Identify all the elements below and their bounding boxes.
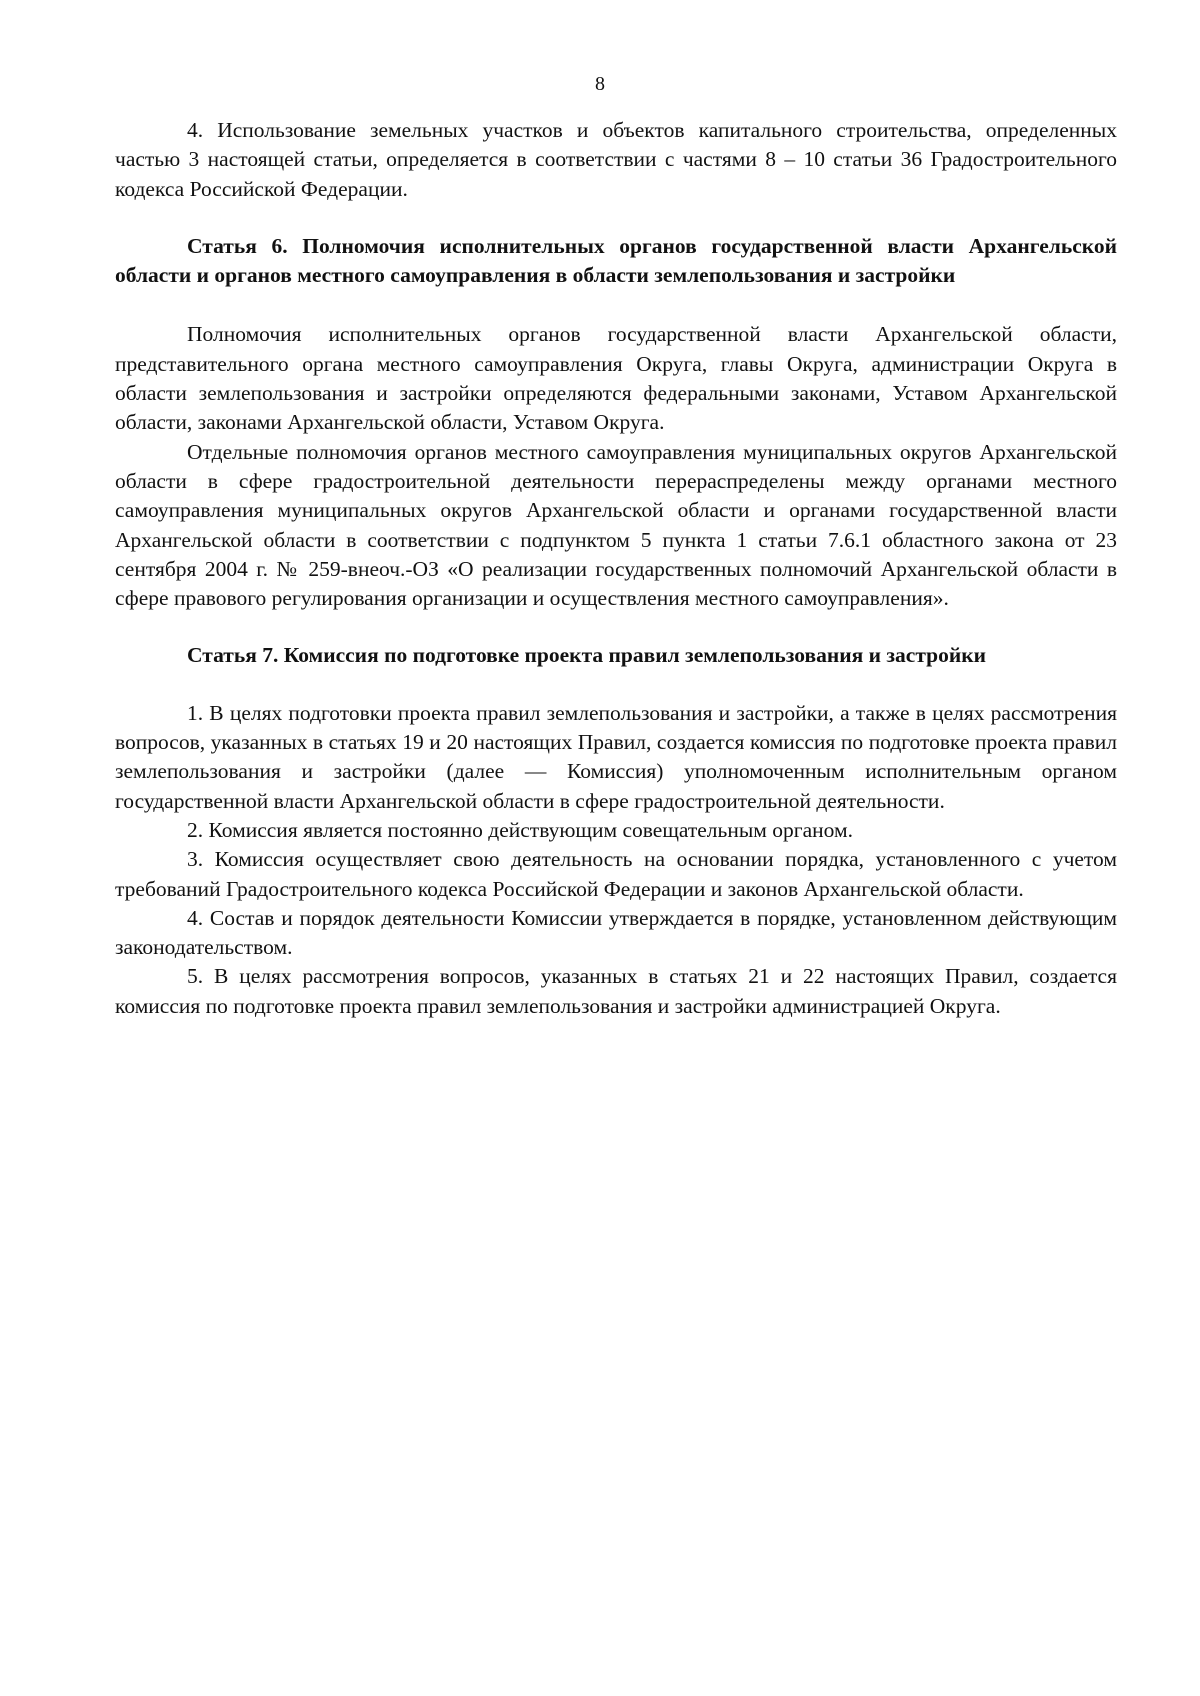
article-7-paragraph-2: 2. Комиссия является постоянно действующим совещательным органом. <box>187 817 853 842</box>
article-7-paragraph-1: 1. В целях подготовки проекта правил землепользования и застройки, а также в целях рассмотрения вопросов, указанных в статьях 19 и 20 настоящих Правил, создается комиссия по подготовке проекта правил землепользования и застройки (далее — Комиссия) уполномоченным исполнительным органом государственной власти Архангельской области в сфере градостроительной деятельности. <box>115 700 1117 813</box>
article-7-heading: Статья 7. Комиссия по подготовке проекта правил землепользования и застройки <box>187 643 987 668</box>
paragraph-usage-of-land: 4. Использование земельных участков и объектов капитального строительства, определенных частью 3 настоящей статьи, определяется в соответствии с частями 8 – 10 статьи 36 Градостроительного кодекса Российской Федерации. <box>115 118 1117 201</box>
article-6-paragraph-1: Полномочия исполнительных органов государственной власти Архангельской области, представительного органа местного самоуправления Округа, главы Округа, администрации Округа в области землепользования и застройки определяются федеральными законами, Уставом Архангельской области, законами Архангельской области, Уставом Округа. <box>115 322 1117 435</box>
article-7-paragraph-5: 5. В целях рассмотрения вопросов, указанных в статьях 21 и 22 настоящих Правил, создается комиссия по подготовке проекта правил землепользования и застройки администрацией Округа. <box>115 964 1117 1018</box>
article-6-paragraph-2: Отдельные полномочия органов местного самоуправления муниципальных округов Архангельской области в сфере градостроительной деятельности перераспределены между органами местного самоуправления муниципальных округов Архангельской области и органами государственной власти Архангельской области в соответствии с подпунктом 5 пункта 1 статьи 7.6.1 областного закона от 23 сентября 2004 г. № 259-внеоч.-ОЗ «О реализации государственных полномочий Архангельской области в сфере правового регулирования организации и осуществления местного самоуправления». <box>115 439 1117 611</box>
document-body <box>115 116 1117 1021</box>
article-7-paragraph-4: 4. Состав и порядок деятельности Комиссии утверждается в порядке, установленном действующим законодательством. <box>115 905 1117 960</box>
article-7-paragraph-3: 3. Комиссия осуществляет свою деятельность на основании порядка, установленного с учетом требований Градостроительного кодекса Российской Федерации и законов Архангельской области. <box>115 847 1117 901</box>
article-6-heading: Статья 6. Полномочия исполнительных органов государственной власти Архангельской области и органов местного самоуправления в области землепользования и застройки <box>115 233 1117 288</box>
page-number: 8 <box>595 73 605 95</box>
